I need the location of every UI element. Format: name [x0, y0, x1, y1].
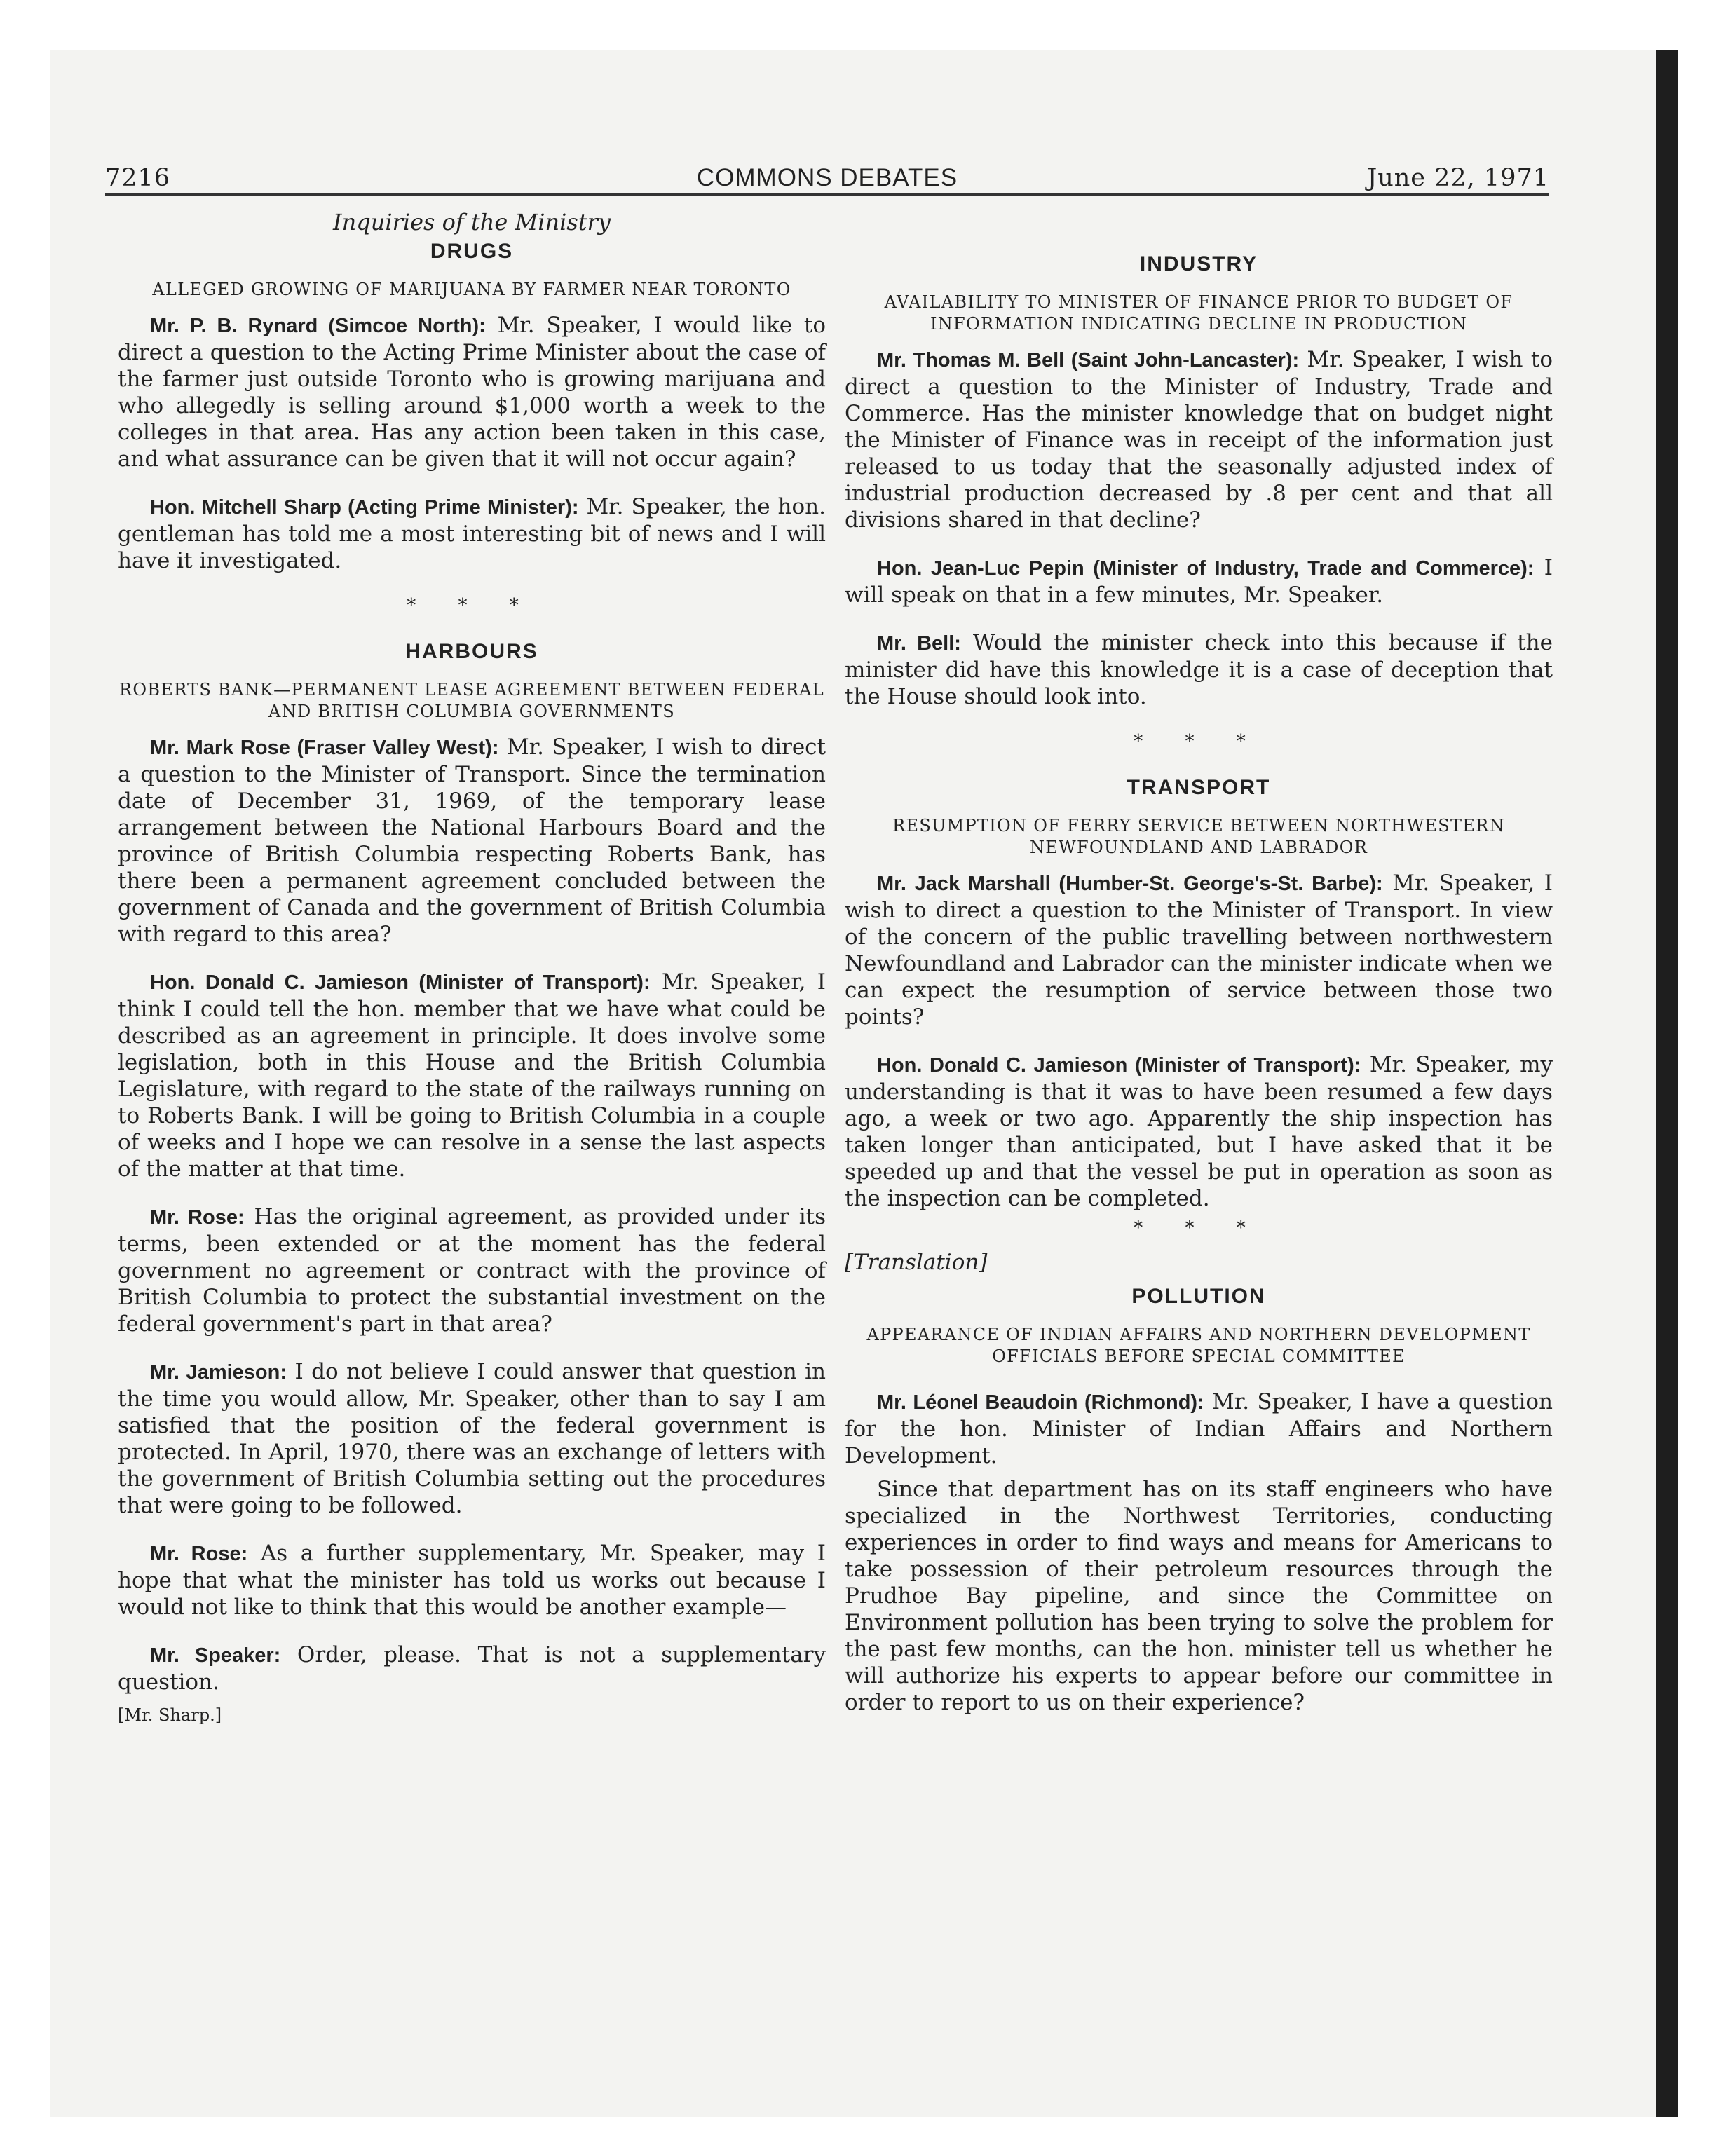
- subtitle-pollution: APPEARANCE OF INDIAN AFFAIRS AND NORTHERN DEVELOPMENT OFFICIALS BEFORE SPECIAL COMMITTEE: [866, 1325, 1531, 1366]
- speech-text: Mr. Speaker, I would like to direct a question to the Acting Prime Minister about the case of the farmer just outside Toronto who is growing marijuana and who allegedly is selling around $1,000 worth a week to the colleges in that area. Has any action been taken in this case, and what assurance can be given that it will not occur again?: [118, 313, 826, 472]
- speaker-name: Mr. Speaker:: [150, 1644, 281, 1667]
- speech-bell: [845, 346, 1553, 533]
- translation-label: [Translation]: [845, 1250, 988, 1275]
- speech-text: Mr. Speaker, I think I could tell the hon. member that we have what could be described as an agreement in principle. It does involve some legislation, both in this House and the British Columbia Legislature, with regard to the state of the railways running on to Roberts Bank. I will be going to British Columbia in a couple of weeks and I hope we can resolve in a sense the last aspects of the matter at that time.: [118, 969, 826, 1182]
- subtitle-industry: AVAILABILITY TO MINISTER OF FINANCE PRIOR TO BUDGET OF INFORMATION INDICATING DECLINE IN PRODUCTION: [884, 292, 1513, 334]
- speech-jamieson: [845, 1051, 1553, 1212]
- publication-date: June 22, 1971: [1367, 164, 1549, 192]
- section-separator: * * *: [1134, 731, 1264, 752]
- speech-beaudoin: [845, 1389, 1553, 1469]
- speech-text: Mr. Speaker, I wish to direct a question to the Minister of Transport. Since the termination date of December 31, 1969, of the temporary lease arrangement between the National Harbours Board and the province of British Columbia respecting Roberts Bank, has there been a permanent agreement concluded between the government of Canada and the government of British Columbia with regard to this area?: [118, 735, 826, 947]
- left-column: [118, 209, 826, 1725]
- subtitle-harbours: ROBERTS BANK—PERMANENT LEASE AGREEMENT BETWEEN FEDERAL AND BRITISH COLUMBIA GOVERNMENTS: [118, 680, 825, 721]
- section-separator: * * *: [407, 595, 537, 616]
- scan-edge-shadow: [1656, 50, 1678, 2117]
- subtitle-transport: RESUMPTION OF FERRY SERVICE BETWEEN NORTHWESTERN NEWFOUNDLAND AND LABRADOR: [892, 816, 1505, 857]
- page-header: [105, 154, 1549, 196]
- right-column: [845, 209, 1553, 1723]
- speech-text: Has the original agreement, as provided under its terms, been extended or at the moment has the federal government no agreement or contract with the province of British Columbia to protect the substantial investment on the federal government's part in that area?: [118, 1204, 826, 1337]
- speech-text: Mr. Speaker, the hon. gentleman has told me a most interesting bit of news and I will have it investigated.: [118, 494, 826, 573]
- speech-pepin: [845, 554, 1553, 608]
- speech-jamieson: [118, 1358, 826, 1519]
- speech-text: Mr. Speaker, I wish to direct a question to the Minister of Industry, Trade and Commerce. Has the minister knowledge that on budget night the Minister of Finance was in receipt of the information just released to us today that the seasonally adjusted index of industrial production decreased by .8 per cent and that all divisions shared in that decline?: [845, 347, 1553, 533]
- speech-text: I do not believe I could answer that question in the time you would allow, Mr. Speaker, other than to say I am satisfied that the position of the federal government is protected. In April, 1970, there was an exchange of letters with the government of British Columbia setting out the procedures that were going to be followed.: [118, 1359, 826, 1518]
- speaker-name: Hon. Donald C. Jamieson (Minister of Transport):: [150, 971, 651, 994]
- speaker-name: Mr. Rose:: [150, 1543, 248, 1565]
- section-separator: * * *: [1134, 1217, 1264, 1239]
- speech-rose: [118, 1540, 826, 1621]
- speech-sharp: [118, 493, 826, 574]
- speech-text: Mr. Speaker, I wish to direct a question to the Minister of Transport. In view of the concern of the public travelling between northwestern Newfoundland and Labrador can the minister indicate when we can expect the resumption of service between those two points?: [845, 871, 1553, 1030]
- speaker-name: Mr. Bell:: [877, 632, 961, 655]
- speech-jamieson: [118, 969, 826, 1182]
- section-title-industry: INDUSTRY: [1139, 252, 1258, 275]
- speech-text: I will speak on that in a few minutes, Mr. Speaker.: [845, 555, 1553, 608]
- section-title-transport: TRANSPORT: [1127, 776, 1271, 799]
- speaker-name: Hon. Mitchell Sharp (Acting Prime Minister):: [150, 496, 579, 519]
- speaker-name: Mr. Jamieson:: [150, 1361, 287, 1384]
- section-title-pollution: POLLUTION: [1131, 1285, 1266, 1308]
- speech-text: Order, please. That is not a supplementary question.: [118, 1642, 826, 1695]
- speech-beaudoin-continued: Since that department has on its staff engineers who have specialized in the Northwest Territories, conducting experiences in order to find ways and means for Americans to take possession of their petroleum resources through the Prudhoe Bay pipeline, and since the Committee on Environment pollution has been trying to solve the problem for the past few months, can the hon. minister tell us whether he will authorize his experts to appear before our committee in order to report to us on their experience?: [845, 1477, 1553, 1715]
- page-number: 7216: [105, 164, 171, 192]
- section-title-harbours: HARBOURS: [405, 640, 538, 663]
- speech-text: Mr. Speaker, my understanding is that it was to have been resumed a few days ago, a week or two ago. Apparently the ship inspection has taken longer than anticipated, but I have asked that it be speeded up and that the vessel be put in operation as soon as the inspection can be completed.: [845, 1052, 1553, 1211]
- publication-title: COMMONS DEBATES: [696, 164, 958, 191]
- speaker-name: Mr. Léonel Beaudoin (Richmond):: [877, 1391, 1204, 1414]
- speaker-name: Mr. Jack Marshall (Humber-St. George's-St. Barbe):: [877, 873, 1383, 895]
- subtitle-drugs: ALLEGED GROWING OF MARIJUANA BY FARMER NEAR TORONTO: [152, 280, 791, 299]
- speech-speaker: [118, 1642, 826, 1696]
- speech-rynard: [118, 312, 826, 472]
- speaker-name: Mr. Thomas M. Bell (Saint John-Lancaster):: [877, 349, 1300, 371]
- speaker-name: Mr. Rose:: [150, 1206, 245, 1229]
- speech-text: Would the minister check into this because if the minister did have this knowledge it is a case of deception that the House should look into.: [845, 630, 1553, 709]
- speech-text: As a further supplementary, Mr. Speaker, may I hope that what the minister has told us works out because I would not like to think that this would be another example—: [118, 1541, 826, 1620]
- page-footer-note: [Mr. Sharp.]: [118, 1705, 222, 1725]
- speech-bell: [845, 629, 1553, 710]
- speaker-name: Hon. Jean-Luc Pepin (Minister of Industry, Trade and Commerce):: [877, 557, 1535, 580]
- speaker-name: Mr. Mark Rose (Fraser Valley West):: [150, 737, 499, 759]
- inquiries-label: Inquiries of the Ministry: [333, 209, 611, 236]
- speech-marshall: [845, 870, 1553, 1030]
- speaker-name: Mr. P. B. Rynard (Simcoe North):: [150, 315, 486, 337]
- speech-rose: [118, 1203, 826, 1337]
- speech-text: Mr. Speaker, I have a question for the hon. Minister of Indian Affairs and Northern Development.: [845, 1389, 1553, 1468]
- speaker-name: Hon. Donald C. Jamieson (Minister of Transport):: [877, 1054, 1361, 1077]
- speech-rose: [118, 734, 826, 948]
- section-title-drugs: DRUGS: [430, 240, 514, 263]
